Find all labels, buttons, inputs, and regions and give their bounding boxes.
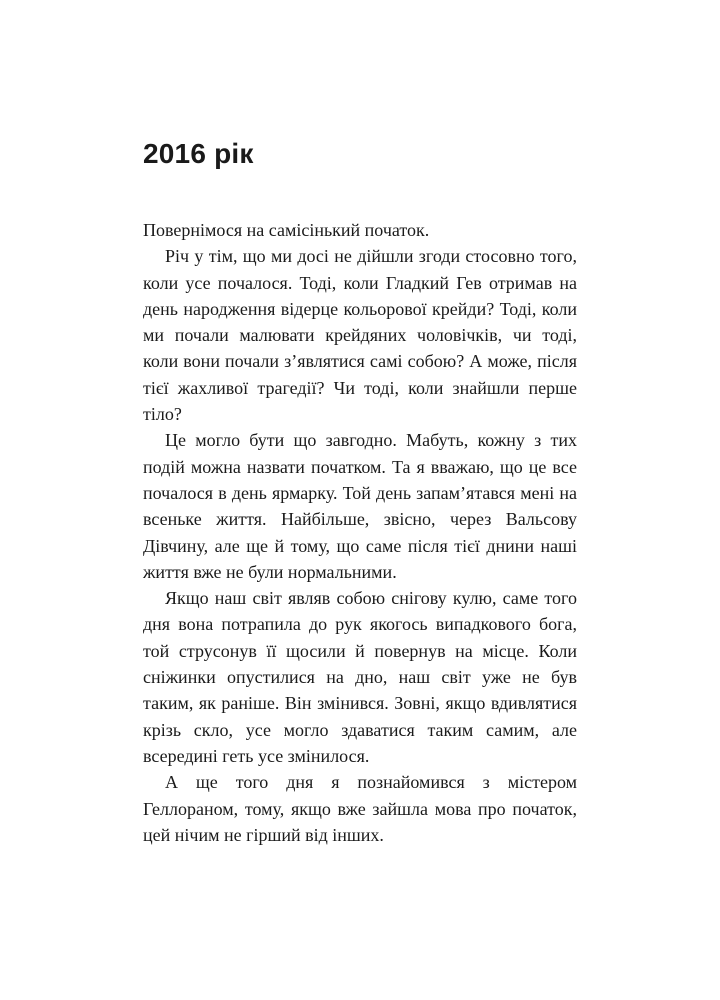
paragraph-2: Річ у тім, що ми досі не дійшли згоди стосовно того, коли усе почалося. Тоді, коли Гладкий Гев отримав на день народження відерце кольорової крейди? Тоді, коли ми почали малювати крейдяних чоловічків, чи тоді, коли вони почали з’являтися самі собою? А може, після тієї жахливої трагедії? Чи тоді, коли знайшли перше тіло? bbox=[143, 246, 577, 425]
paragraph-3: Це могло бути що завгодно. Мабуть, кожну з тих подій можна назвати початком. Та я вважаю, що це все почалося в день ярмарку. Той день запам’ятався мені на всеньке життя. Найбільше, звісно, через Вальсову Дівчину, але ще й тому, що саме після тієї днини наші життя вже не були нормальними. bbox=[143, 430, 577, 582]
chapter-body bbox=[143, 217, 577, 848]
paragraph-4: Якщо наш світ являв собою снігову кулю, саме того дня вона потрапила до рук якогось випадкового бога, той струсонув її щосили й повернув на місце. Коли сніжинки опустилися на дно, наш світ уже не був таким, як раніше. Він змінився. Зовні, якщо вдивлятися крізь скло, усе могло здаватися таким самим, але всередині геть усе змінилося. bbox=[143, 588, 577, 766]
chapter-title: 2016 рік bbox=[143, 138, 254, 169]
paragraph-5: А ще того дня я познайомився з містером Геллораном, тому, якщо вже зайшла мова про початок, цей нічим не гірший від інших. bbox=[143, 772, 577, 845]
paragraph-1: Повернімося на самісінький початок. bbox=[143, 220, 430, 240]
